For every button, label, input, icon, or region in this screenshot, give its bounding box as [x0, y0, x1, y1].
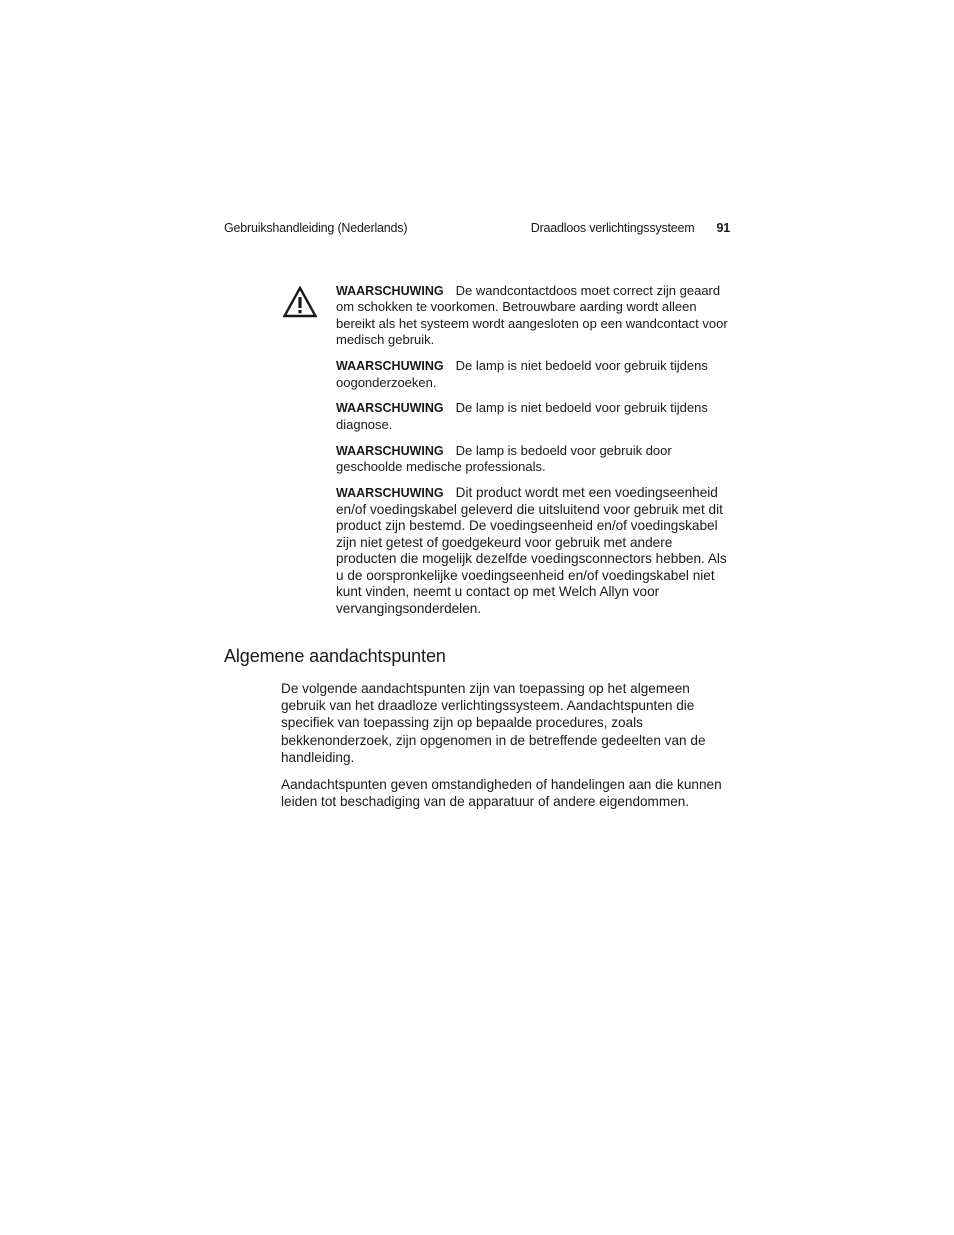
- warning-keyword: WAARSCHUWING: [336, 401, 444, 416]
- warning-keyword: WAARSCHUWING: [336, 486, 444, 501]
- warning-text: De wandcontactdoos moet correct zijn geaard om schokken te voorkomen. Betrouwbare aarding wordt alleen bereikt als het systeem wordt aangesloten op een wandcontact voor medisch gebruik.: [336, 283, 728, 348]
- warning-keyword: WAARSCHUWING: [336, 443, 444, 458]
- warning-text: De lamp is bedoeld voor gebruik door geschoolde medische professionals.: [336, 442, 672, 475]
- page-number: 91: [716, 221, 730, 235]
- warning-triangle-icon: [283, 286, 317, 318]
- warning-2: [336, 358, 731, 391]
- warning-text: Dit product wordt met een voedingseenheid en/of voedingskabel geleverd die uitsluitend voor gebruik met dit product zijn bestemd. De voedingseenheid en/of voedingskabel zijn niet getest of goedgekeurd voor gebruik met andere producten die mogelijk dezelfde voedingsconnectors hebben. Als u de oorspronkelijke voedingseenheid en/of voedingskabel niet kunt vinden, neemt u contact op met Welch Allyn voor vervangingsonderdelen.: [336, 485, 727, 616]
- warning-text: De lamp is niet bedoeld voor gebruik tijdens diagnose.: [336, 400, 708, 432]
- paragraph: Aandachtspunten geven omstandigheden of handelingen aan die kunnen leiden tot beschadiging van de apparatuur of andere eigendommen.: [281, 777, 722, 810]
- section-body: [281, 680, 731, 820]
- paragraph: De volgende aandachtspunten zijn van toepassing op het algemeen gebruik van het draadloze verlichtingssysteem. Aandachtspunten die specifiek van toepassing zijn op bepaalde procedures, zoals bekkenonderzoek, zijn opgenomen in de betreffende gedeelten van de handleiding.: [281, 681, 706, 765]
- header-right: [531, 221, 730, 235]
- warnings-block: [336, 283, 731, 627]
- warning-text: De lamp is niet bedoeld voor gebruik tijdens oogonderzoeken.: [336, 358, 708, 390]
- warning-1: [336, 283, 731, 349]
- warning-3: [336, 400, 731, 433]
- manual-title: Gebruikshandleiding (Nederlands): [224, 221, 408, 235]
- page-header: [224, 221, 730, 239]
- warning-keyword: WAARSCHUWING: [336, 359, 444, 374]
- section-title: Algemene aandachtspunten: [224, 646, 446, 666]
- warning-5: [336, 485, 731, 617]
- product-name: Draadloos verlichtingssysteem: [530, 221, 695, 235]
- warning-keyword: WAARSCHUWING: [336, 284, 444, 298]
- warning-4: [336, 443, 731, 476]
